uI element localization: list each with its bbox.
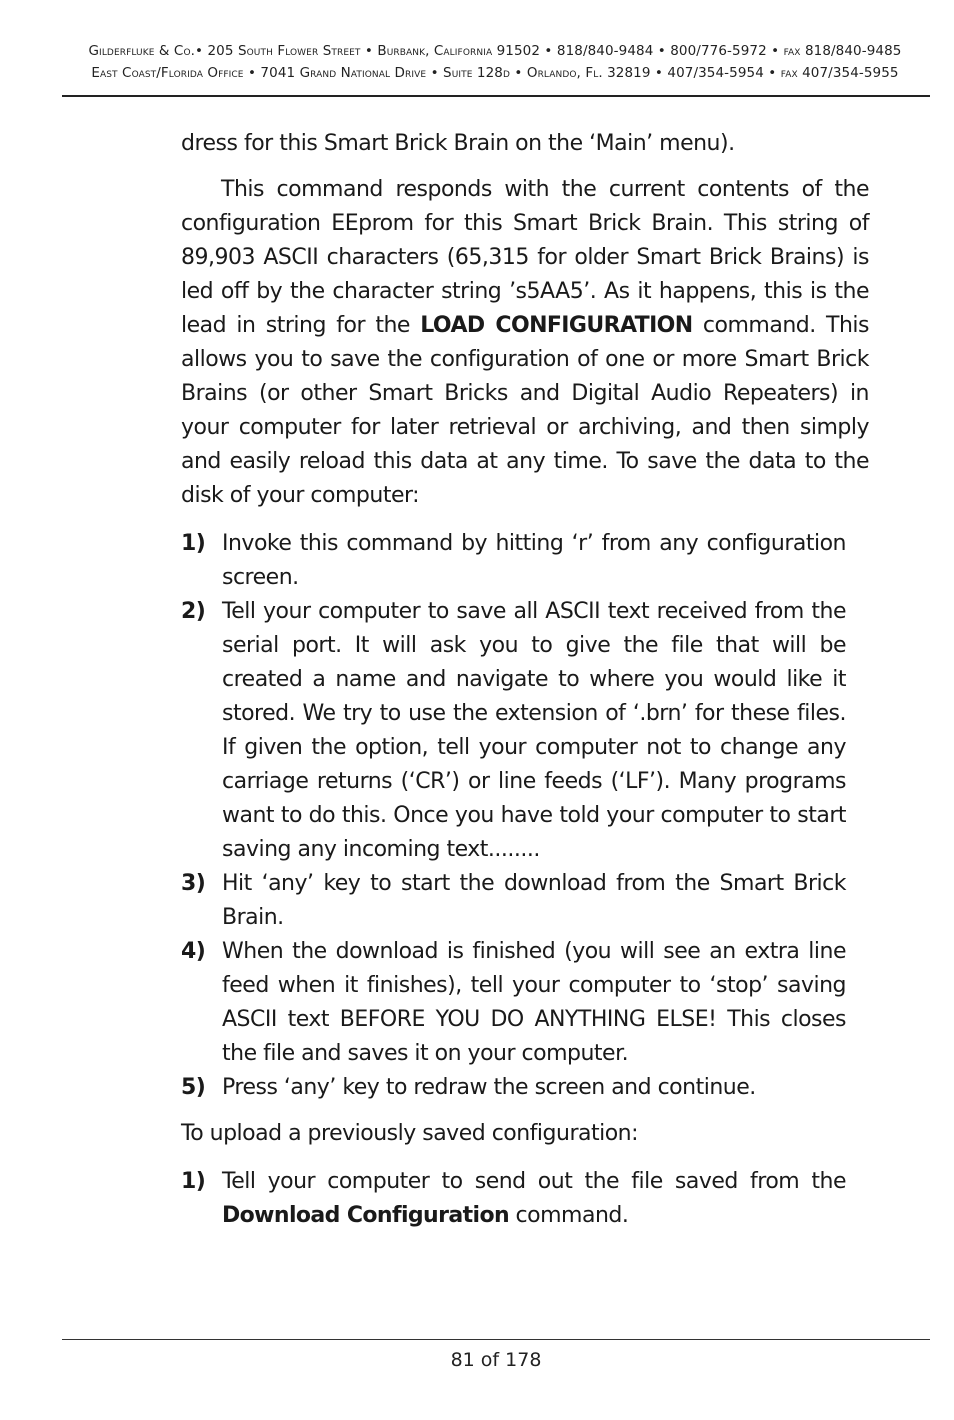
step-text: command. bbox=[509, 1203, 629, 1228]
header-address-line-2: East Coast/Florida Office • 7041 Grand National Drive • Suite 128d • Orlando, Fl. 32819 • 407/354-5954 • fax 407/354-5955 bbox=[91, 65, 899, 81]
step-number: 1) bbox=[181, 531, 206, 556]
page-content bbox=[181, 127, 869, 1233]
load-configuration-term: LOAD CONFIGURATION bbox=[420, 313, 693, 338]
list-item bbox=[181, 595, 846, 867]
header-rule bbox=[62, 95, 930, 97]
list-item bbox=[181, 935, 846, 1071]
step-number: 1) bbox=[181, 1169, 206, 1194]
list-item bbox=[181, 527, 846, 595]
list-item bbox=[181, 867, 846, 935]
footer-rule bbox=[62, 1339, 930, 1340]
paragraph-command-description bbox=[181, 173, 869, 513]
step-number: 5) bbox=[181, 1075, 206, 1100]
page-header bbox=[62, 40, 928, 84]
list-item bbox=[181, 1071, 846, 1105]
save-steps-list bbox=[181, 527, 869, 1105]
paragraph-text: command. This allows you to save the configuration of one or more Smart Brick Brains (or other Smart Bricks and Digital Audio Repeaters) in your computer for later retrieval or archiving, and then simply and easily reload this data at any time. To save the data to the disk of your computer: bbox=[181, 313, 869, 508]
download-configuration-term: Download Configuration bbox=[222, 1203, 510, 1228]
step-number: 3) bbox=[181, 871, 206, 896]
step-text: Press ‘any’ key to redraw the screen and continue. bbox=[222, 1075, 756, 1100]
step-text: Hit ‘any’ key to start the download from the Smart Brick Brain. bbox=[222, 871, 846, 930]
page-number: 81 of 178 bbox=[450, 1349, 542, 1371]
upload-steps-list bbox=[181, 1165, 869, 1233]
paragraph-continuation: dress for this Smart Brick Brain on the ‘Main’ menu). bbox=[181, 131, 735, 156]
step-text: Tell your computer to send out the file saved from the bbox=[222, 1169, 846, 1194]
paragraph-text: This command responds with the current contents of the configuration EEprom for this Smart Brick Brain. This string of 89,903 ASCII characters (65,315 for older Smart Brick Brains) is led off by the character string ’s5AA5’. As it happens, this is the lead in string for the bbox=[181, 177, 869, 338]
header-address-line-1: Gilderfluke & Co.• 205 South Flower Street • Burbank, California 91502 • 818/840-9484 • 800/776-5972 • fax 818/840-9485 bbox=[88, 43, 902, 59]
step-text: When the download is finished (you will see an extra line feed when it finishes), tell your computer to ‘stop’ saving ASCII text BEFORE YOU DO ANYTHING ELSE! This closes the file and saves it on your computer. bbox=[222, 939, 846, 1066]
step-text: Invoke this command by hitting ‘r’ from any configuration screen. bbox=[222, 531, 846, 590]
step-number: 4) bbox=[181, 939, 206, 964]
list-item bbox=[181, 1165, 846, 1233]
step-text: Tell your computer to save all ASCII text received from the serial port. It will ask you to give the file that will be created a name and navigate to where you would like it stored. We try to use the extension of ‘.brn’ for these files. If given the option, tell your computer not to change any carriage returns (‘CR’) or line feeds (‘LF’). Many programs want to do this. Once you have told your computer to start saving any incoming text........ bbox=[222, 599, 846, 862]
step-number: 2) bbox=[181, 599, 206, 624]
upload-intro: To upload a previously saved configuration: bbox=[181, 1121, 639, 1146]
